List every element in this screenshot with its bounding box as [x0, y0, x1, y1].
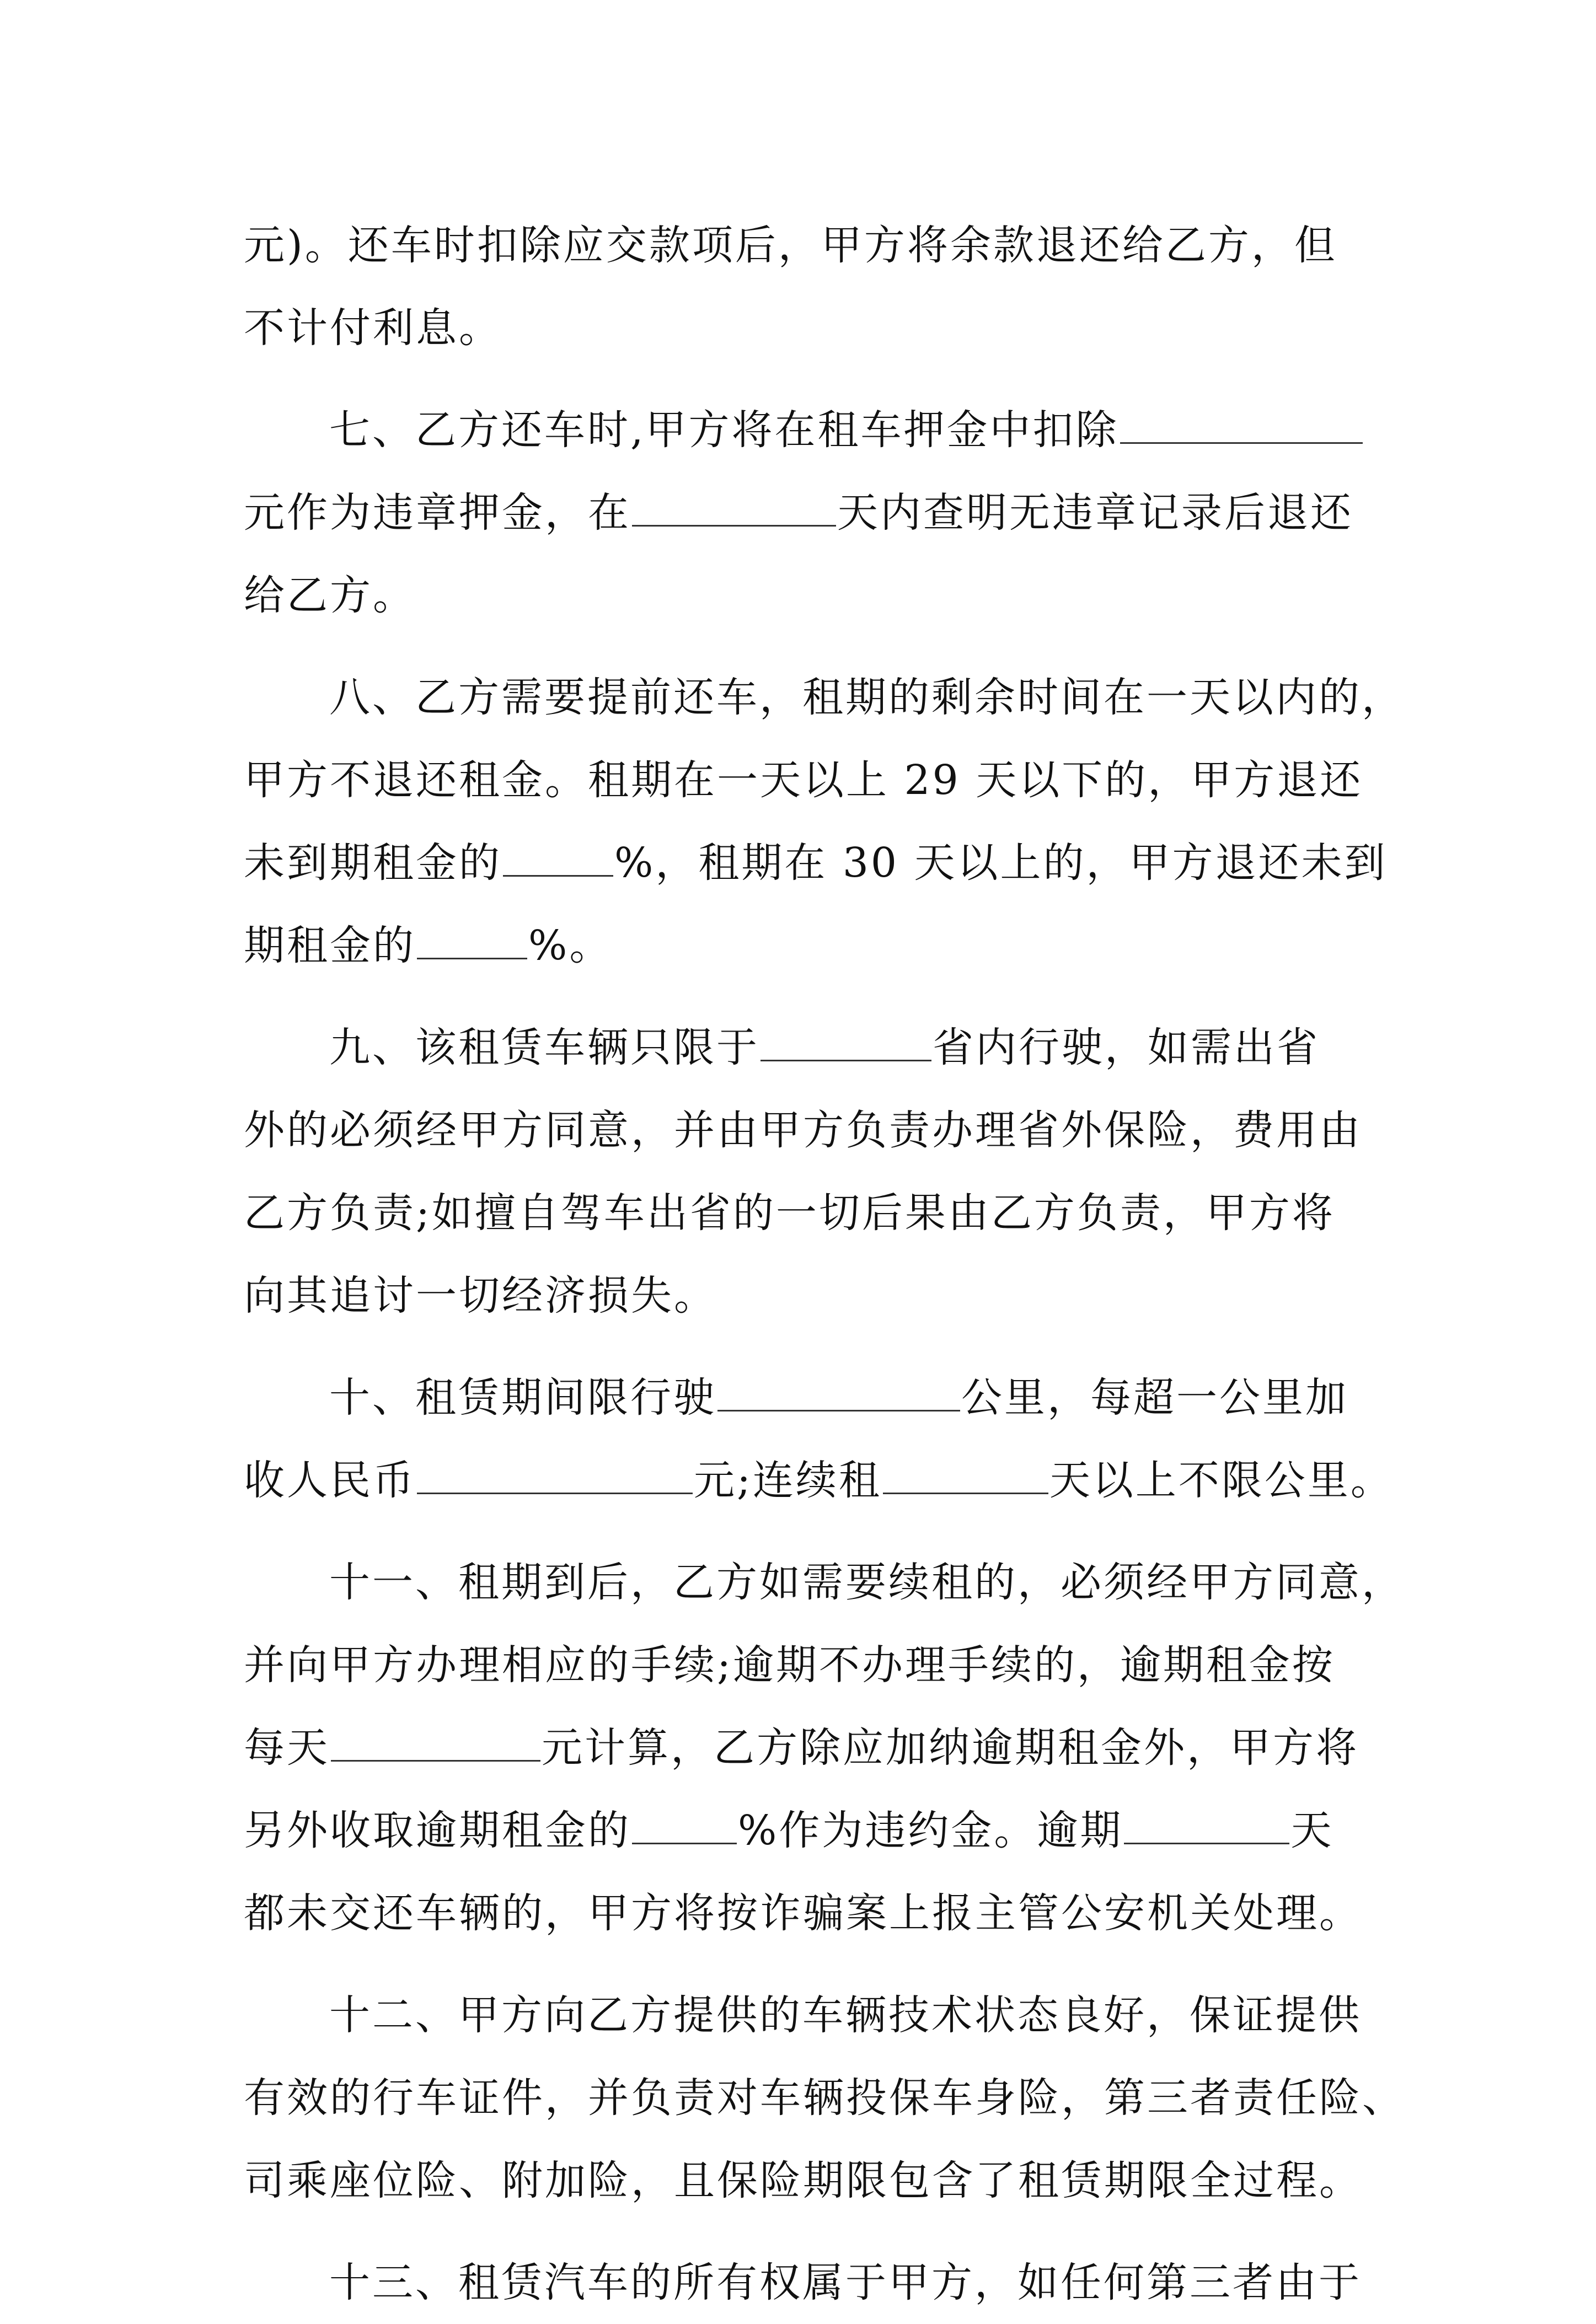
fill-in-blank-deduction-amount[interactable]: [1120, 408, 1363, 444]
text-run: 收人民币: [244, 1457, 416, 1504]
text-run: 七、乙方还车时,甲方将在租车押金中扣除: [329, 406, 1119, 454]
text-run: 元;连续租: [694, 1457, 882, 1504]
fill-in-blank-refund-percent-short[interactable]: [503, 841, 613, 877]
text-run: %。: [528, 922, 613, 969]
paragraph-9: [244, 1006, 1369, 1337]
text-run: 公里，每超一公里加: [961, 1374, 1348, 1421]
fill-in-blank-unlimited-days[interactable]: [883, 1458, 1048, 1494]
text-run: 外的必须经甲方同意，并由甲方负责办理省外保险，费用由: [244, 1107, 1362, 1154]
fill-in-blank-days[interactable]: [632, 491, 836, 527]
paragraph-12: [244, 1974, 1405, 2222]
text-run: 天内查明无违章记录后退还: [837, 489, 1353, 536]
fill-in-blank-extra-fee[interactable]: [417, 1458, 693, 1494]
text-line: [244, 2057, 1405, 2139]
text-line: [244, 2241, 1369, 2324]
text-run: 甲方不退还租金。租期在一天以上 29 天以下的，甲方退还: [244, 756, 1363, 804]
fill-in-blank-penalty-percent[interactable]: [632, 1808, 737, 1844]
fill-in-blank-overdue-days[interactable]: [1124, 1808, 1289, 1844]
text-run: 司乘座位险、附加险，且保险期限包含了租赁期限全过程。: [244, 2157, 1362, 2204]
text-line: [244, 1006, 1369, 1089]
text-run: %，租期在 30 天以上的，甲方退还未到: [614, 839, 1388, 887]
text-run: 十一、租期到后，乙方如需要续租的，必须经甲方同意，: [329, 1559, 1405, 1606]
paragraph-13: [244, 2241, 1369, 2324]
text-run: 十、租赁期间限行驶: [329, 1374, 716, 1421]
text-run: 每天: [244, 1724, 330, 1772]
text-run: 另外收取逾期租金的: [244, 1807, 631, 1854]
text-line: [244, 1172, 1369, 1254]
text-run: 八、乙方需要提前还车，租期的剩余时间在一天以内的，: [329, 674, 1405, 721]
text-line: [244, 1872, 1369, 1955]
paragraph-8: [244, 656, 1405, 987]
paragraph-11: [244, 1541, 1405, 1955]
text-run: 给乙方。: [244, 572, 416, 619]
text-run: 有效的行车证件，并负责对车辆投保车身险，第三者责任险、: [244, 2074, 1405, 2122]
text-line: [244, 1541, 1405, 1624]
text-line: [244, 656, 1405, 739]
text-line: [244, 287, 1369, 369]
text-run: 期租金的: [244, 922, 416, 969]
text-line: [244, 822, 1388, 904]
text-line: [244, 1706, 1369, 1789]
paragraph-6-tail: [244, 204, 1369, 369]
fill-in-blank-province[interactable]: [760, 1026, 931, 1061]
text-run: 省内行驶，如需出省: [933, 1024, 1320, 1071]
text-line: [244, 554, 1369, 637]
text-run: 未到期租金的: [244, 839, 502, 887]
fill-in-blank-daily-rent[interactable]: [331, 1726, 540, 1762]
text-run: 元)。还车时扣除应交款项后，甲方将余款退还给乙方，但: [244, 222, 1337, 269]
text-line: [244, 1089, 1369, 1172]
text-line: [244, 1439, 1394, 1522]
paragraph-10: [244, 1356, 1394, 1522]
text-line: [244, 2139, 1369, 2222]
text-run: 不计付利息。: [244, 304, 502, 352]
text-line: [244, 1356, 1369, 1439]
text-run: 十二、甲方向乙方提供的车辆技术状态良好，保证提供: [329, 1992, 1362, 2039]
fill-in-blank-refund-percent-long[interactable]: [417, 924, 527, 959]
text-run: 十三、租赁汽车的所有权属于甲方，如任何第三者由于: [329, 2259, 1362, 2306]
paragraph-7: [244, 389, 1369, 637]
text-run: 九、该租赁车辆只限于: [329, 1024, 759, 1071]
text-line: [244, 1789, 1369, 1872]
text-run: 并向甲方办理相应的手续;逾期不办理手续的，逾期租金按: [244, 1641, 1335, 1689]
text-line: [244, 904, 1369, 987]
text-line: [244, 1974, 1369, 2057]
text-run: 向其追讨一切经济损失。: [244, 1272, 717, 1319]
text-run: 天以上不限公里。: [1049, 1457, 1394, 1504]
contract-text-body: [244, 204, 1405, 2324]
text-run: 乙方负责;如擅自驾车出省的一切后果由乙方负责，甲方将: [244, 1189, 1335, 1237]
text-run: 都未交还车辆的，甲方将按诈骗案上报主管公安机关处理。: [244, 1890, 1362, 1937]
text-run: 元计算，乙方除应加纳逾期租金外，甲方将: [542, 1724, 1359, 1772]
text-line: [244, 739, 1369, 822]
text-run: %作为违约金。逾期: [738, 1807, 1123, 1854]
text-run: 天: [1290, 1807, 1334, 1854]
text-line: [244, 389, 1369, 471]
text-run: 元作为违章押金，在: [244, 489, 631, 536]
text-line: [244, 1624, 1369, 1706]
text-line: [244, 1254, 1369, 1337]
text-line: [244, 204, 1369, 287]
fill-in-blank-mileage-limit[interactable]: [717, 1376, 960, 1411]
text-line: [244, 471, 1369, 554]
